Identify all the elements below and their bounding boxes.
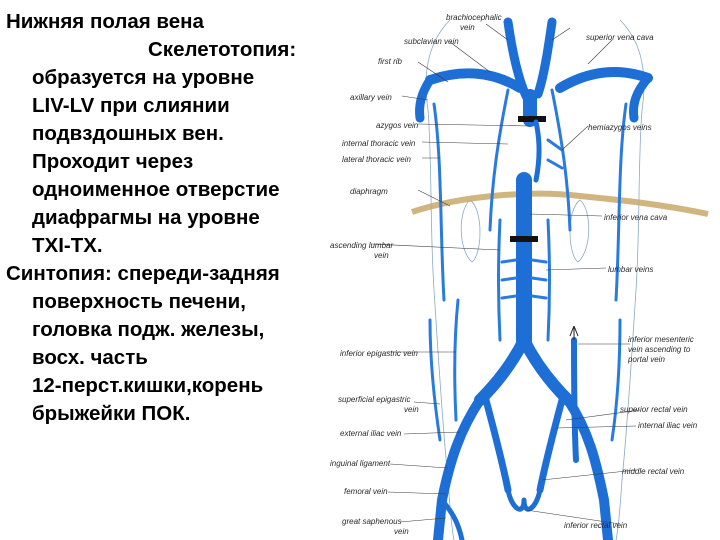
left-internal-iliac-vein [486,400,508,490]
right-kidney-outline [570,200,589,262]
superficial-epigastric-vein [430,320,440,440]
label-hemiazygos-veins: hemiazygos veins [588,123,652,132]
inferior-epigastric-vein [455,300,458,420]
label-external-iliac-vein: external iliac vein [340,429,402,438]
right-superficial-epigastric-vein [612,320,620,440]
description-text [6,8,336,428]
label-ascending-lumbar-vein: vein [374,251,389,260]
label-brachiocephalic-vein: vein [460,23,475,32]
left-internal-thoracic-vein [490,90,508,230]
right-axillary-vein [634,78,648,118]
label-lateral-thoracic-vein: lateral thoracic vein [342,155,411,164]
text-line: 12-перст.кишки,корень [32,374,264,397]
label-inferior-mesenteric-2: vein ascending to [628,345,691,354]
label-femoral-vein: femoral vein [344,487,388,496]
label-internal-iliac-vein: internal iliac vein [638,421,698,430]
text-line: Проходит через [32,150,194,173]
inferior-mesenteric-arrow-icon [570,326,578,340]
text-line: подвздошных вен. [32,122,224,145]
label-azygos-vein: azygos vein [376,121,419,130]
azygos-vein [536,122,539,180]
title-line: Нижняя полая вена [6,10,204,33]
text-line: образуется на уровне [32,66,255,89]
right-ascending-lumbar-vein [548,220,550,340]
label-inguinal-ligament: inguinal ligament [330,459,391,468]
hemiazygos-vein [548,140,562,168]
label-inferior-rectal-vein: inferior rectal vein [564,521,628,530]
label-inferior-mesenteric-3: portal vein [628,355,665,364]
text-line: брыжейки ПОК. [32,402,191,425]
label-great-saphenous: great saphenous [342,517,402,526]
label-superior-rectal-vein: superior rectal vein [620,405,688,414]
ivc-ligature [510,236,538,242]
syntopy-line: Синтопия: спереди-задняя [6,262,280,285]
label-axillary-vein: axillary vein [350,93,392,102]
left-subclavian-vein [430,73,520,88]
left-kidney-outline [461,200,480,262]
label-inferior-mesenteric-1: inferior mesenteric [628,335,694,344]
text-line: восх. часть [32,346,148,369]
text-line: одноименное отверстие [32,178,280,201]
right-internal-thoracic-vein [552,90,570,230]
label-diaphragm: diaphragm [350,187,388,196]
rectal-venous-plexus [508,490,540,509]
diaphragm-band [412,194,708,214]
label-middle-rectal-vein: middle rectal vein [622,467,685,476]
label-superficial-epigastric: superficial epigastric [338,395,411,404]
right-brachiocephalic-vein [538,22,552,94]
left-external-iliac-vein [438,400,480,540]
right-subclavian-vein [560,72,648,88]
label-first-rib: first rib [378,57,402,66]
label-inferior-epigastric-vein: inferior epigastric vein [340,349,418,358]
label-superficial-epigastric-vein: vein [404,405,419,414]
text-line: поверхность печени, [32,290,246,313]
text-line: головка подж. железы, [32,318,265,341]
label-brachiocephalic: brachiocephalic [446,13,502,22]
inferior-mesenteric-vein [574,340,576,460]
label-inferior-vena-cava: inferior vena cava [604,213,668,222]
skeletotopy-heading: Скелетотопия: [148,38,297,61]
label-subclavian-vein: subclavian vein [404,37,459,46]
right-common-iliac-vein [524,340,568,400]
right-internal-iliac-vein [540,400,562,490]
label-superior-vena-cava: superior vena cava [586,33,654,42]
label-lumbar-veins: lumbar veins [608,265,654,274]
left-common-iliac-vein [480,340,524,400]
text-line: диафрагмы на уровне [32,206,260,229]
text-line: TXI-TX. [32,234,103,257]
svc-ligature [518,116,546,122]
venous-diagram [330,0,720,540]
venous-system-figure [330,0,720,540]
left-ascending-lumbar-vein [499,220,501,340]
label-ascending-lumbar: ascending lumbar [330,241,394,250]
label-internal-thoracic-vein: internal thoracic vein [342,139,416,148]
text-line: LIV-LV при слиянии [32,94,230,117]
label-great-saphenous-vein: vein [394,527,409,536]
